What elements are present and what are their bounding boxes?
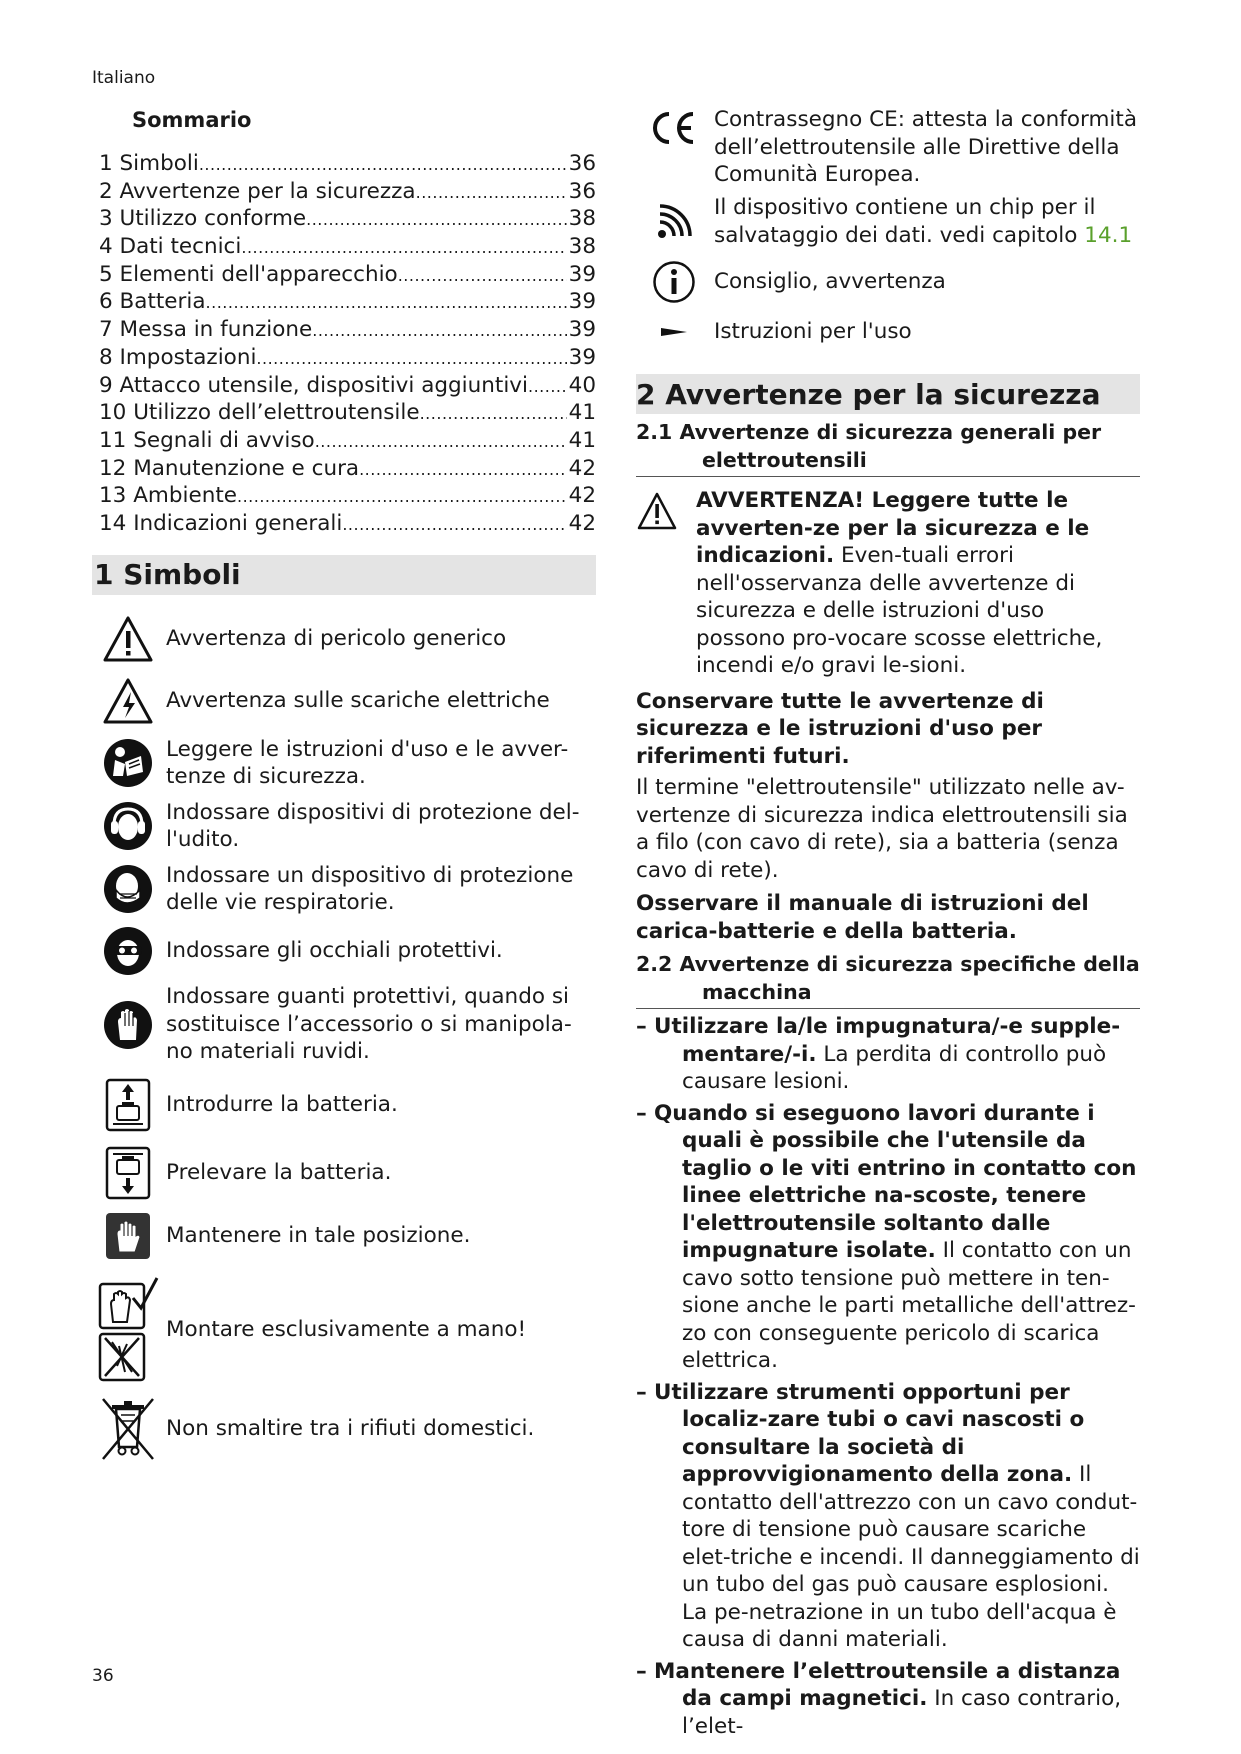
bullet-list [636,1013,1140,1740]
toc-entry-label: 13 Ambiente [99,483,237,509]
toc-leader-dots [342,511,566,539]
symbol-text: Contrassegno CE: attesta la conformità dell’elettroutensile alle Direttive della Comunità Europea. [714,107,1137,187]
symbol-row [92,1142,596,1205]
toc-entry-label: 2 Avvertenze per la sicurezza [99,178,416,204]
warning-triangle-icon [92,615,164,663]
bullet-item [636,1379,1140,1654]
toc-entry[interactable] [92,455,596,483]
toc-entry-page: 41 [568,427,596,453]
ce-symbol-row [636,106,1140,194]
toc-leader-dots [416,179,567,207]
instruction-arrow-icon [636,326,712,338]
read-manual-icon [92,738,164,788]
bullet-bold-text: Utilizzare strumenti opportuni per localiz-zare tubi o cavi nascosti o consultare la società di approvvigionamento della zona. [654,1379,1085,1487]
toc-leader-dots [420,400,567,428]
toc-entry-label: 10 Utilizzo dell’elettroutensile [99,400,420,426]
bullet-bold-text: Utilizzare la/le impugnatura/-e supple-mentare/-i. [654,1014,1121,1067]
symbol-row [92,921,596,982]
toc-entry-label: 12 Manutenzione e cura [99,455,360,481]
symbol-text: Indossare gli occhiali protettivi. [166,938,503,964]
toc-entry-label: 6 Batteria [99,289,206,315]
bullet-item [636,1658,1140,1741]
bullet-bold-text: Mantenere l’elettroutensile a distanza da campi magnetici. [654,1658,1121,1711]
bullet-dash: – [636,1379,647,1405]
bullet-text: Il contatto dell'attrezzo con un cavo condut-tore di tensione può causare scariche elet-triche e incendi. Il danneggiamento di un tubo del gas può causare esplosioni. La pe-netrazione in un tubo dell'acqua è causa di danni materiali. [682,1462,1140,1652]
hold-position-icon [92,1212,164,1260]
subsection-2-2-heading: 2.2 Avvertenze di sicurezza specifiche della macchina [636,952,1140,1004]
header-language: Italiano [92,68,156,88]
toc-entry-page: 39 [568,317,596,343]
toc-entry-page: 39 [568,261,596,287]
info-symbol-row [636,253,1140,310]
symbol-text: Avvertenza di pericolo generico [166,626,507,652]
toc-entry-page: 42 [568,510,596,536]
bullet-text: Il contatto con un cavo sotto tensione può mettere in ten-sione anche le parti metalliche dell'attrez-zo con conseguente pericolo di scarica elettrica. [682,1238,1136,1373]
ce-mark-icon [636,106,712,146]
toc-leader-dots [398,262,567,290]
info-icon [636,260,712,304]
symbol-row [92,1392,596,1466]
toc-leader-dots [312,317,566,345]
term-definition-text: Il termine "elettroutensile" utilizzato nelle av-vertenze di sicurezza indica elettroutensili sia a filo (con cavo di rete), sia a batteria (senza cavo di rete). [636,775,1128,883]
insert-battery-icon [92,1078,164,1132]
respiratory-protection-icon [92,864,164,914]
symbol-text: Prelevare la batteria. [166,1160,392,1186]
toc-entry[interactable] [92,205,596,233]
no-household-waste-icon [92,1397,164,1461]
toc-leader-dots [206,289,567,317]
warning-paragraph: AVVERTENZA! Leggere tutte le avverten-ze per la sicurezza e le indicazioni. Even-tuali errori nell'osservanza delle avvertenze di sicurezza e delle istruzioni d'uso possono pro-vocare scosse elettriche, incendi e/o gravi le-sioni. [696,488,1103,678]
chapter-link[interactable]: 14.1 [1084,222,1133,248]
bullet-dash: – [636,1658,647,1684]
bullet-text: La perdita di controllo può causare lesioni. [682,1041,1107,1094]
toc-entry-label: 7 Messa in funzione [99,317,313,343]
page-number: 36 [92,1666,114,1686]
toc-entry-label: 3 Utilizzo conforme [99,206,307,232]
toc-entry-label: 8 Impostazioni [99,344,257,370]
toc-entry-label: 14 Indicazioni generali [99,510,343,536]
symbol-text: Leggere le istruzioni d'uso e le avver-tenze di sicurezza. [166,736,569,790]
symbol-row [92,858,596,921]
symbol-text: Indossare dispositivi di protezione del-l'udito. [166,799,580,853]
toc-entry-label: 11 Segnali di avviso [99,427,315,453]
divider [636,1008,1140,1009]
toc-leader-dots [528,373,567,401]
toc-entry-page: 39 [568,289,596,315]
toc-entry[interactable] [92,178,596,206]
bullet-item [636,1013,1140,1096]
symbol-text: Consiglio, avvertenza [714,268,946,294]
symbol-text: Mantenere in tale posizione. [166,1223,471,1249]
instruction-symbol-row [636,310,1140,354]
toc-leader-dots [199,151,567,179]
symbol-text: Avvertenza sulle scariche elettriche [166,687,550,713]
toc-entry-page: 39 [568,344,596,370]
toc-entry[interactable] [92,510,596,538]
symbol-text: Il dispositivo contiene un chip per il salvataggio dei dati. vedi capitolo 14.1 [714,195,1133,248]
symbol-row [92,1068,596,1142]
ear-protection-icon [92,801,164,851]
charger-manual-text: Osservare il manuale di istruzioni del carica-batterie e della batteria. [636,891,1089,944]
subsection-2-1-heading: 2.1 Avvertenze di sicurezza generali per elettroutensili [636,420,1102,472]
toc-entry-label: 5 Elementi dell'apparecchio [99,261,398,287]
toc-entry[interactable] [92,288,596,316]
toc-entry[interactable] [92,344,596,372]
symbol-text: Introdurre la batteria. [166,1091,398,1117]
hand-mount-only-icon [92,1276,164,1384]
toc-entry-page: 42 [568,455,596,481]
symbol-row [92,732,596,795]
symbol-text: Montare esclusivamente a mano! [166,1316,527,1342]
remove-battery-icon [92,1146,164,1200]
right-column [636,106,1140,1740]
toc-leader-dots [315,428,567,456]
toc-leader-dots [306,206,567,234]
bullet-dash: – [636,1014,647,1039]
symbol-row [92,1268,596,1392]
symbol-row [92,609,596,670]
gloves-icon [92,1000,164,1050]
symbol-row [92,670,596,732]
toc-entry[interactable] [92,482,596,510]
toc-leader-dots [237,483,567,511]
section-2-heading: 2 Avvertenze per la sicurezza [636,374,1140,414]
toc-entry[interactable] [92,399,596,427]
toc-entry-page: 42 [568,483,596,509]
toc-entry-label: 9 Attacco utensile, dispositivi aggiuntivi [99,372,528,398]
section-1-heading: 1 Simboli [92,555,596,595]
symbol-row [92,982,596,1068]
warning-triangle-icon [636,491,678,535]
toc-leader-dots [256,345,566,373]
toc-entry-page: 41 [568,400,596,426]
toc-entry-label: 1 Simboli [99,151,199,176]
bullet-text: In caso contrario, l’elet- [682,1686,1122,1739]
electric-warning-icon [92,677,164,725]
toc-entry[interactable] [92,261,596,289]
toc-entry[interactable] [92,427,596,455]
toc-leader-dots [359,456,567,484]
toc-entry[interactable] [92,372,596,400]
left-column [92,106,596,1466]
divider [636,476,1140,477]
bullet-dash: – [636,1100,647,1126]
toc-leader-dots [241,234,566,262]
symbol-list [92,609,596,1466]
toc-entry[interactable] [92,150,596,178]
toc-entry-page: 38 [568,206,596,232]
toc-title: Sommario [132,108,252,132]
symbol-text: Indossare un dispositivo di protezione delle vie respiratorie. [166,862,574,916]
toc-entry[interactable] [92,316,596,344]
symbol-text: Non smaltire tra i rifiuti domestici. [166,1415,535,1441]
bullet-item [636,1100,1140,1375]
symbol-text: Indossare guanti protettivi, quando si sostituisce l’accessorio o si manipola-no materiali ruvidi. [166,984,572,1065]
toc-entry-page: 36 [568,151,596,176]
chip-signal-icon [636,194,712,242]
toc-list [92,150,596,538]
warning-block [636,487,1140,680]
eye-protection-icon [92,926,164,976]
toc-entry-page: 36 [568,178,596,204]
symbol-row [92,795,596,858]
keep-instructions-text: Conservare tutte le avvertenze di sicurezza e le istruzioni d'uso per riferimenti futuri. [636,688,1044,769]
toc-entry-page: 38 [568,234,596,260]
chip-symbol-row [636,194,1140,253]
bullet-bold-text: Quando si eseguono lavori durante i quali è possibile che l'utensile da taglio o le viti entrino in contatto con linee elettriche na-scoste, tenere l'elettroutensile soltanto dalle impugnature isolate. [654,1100,1137,1263]
toc-entry-page: 40 [568,372,596,398]
symbol-text: Istruzioni per l'uso [714,319,912,345]
toc-entry-label: 4 Dati tecnici [99,234,242,260]
toc-entry[interactable] [92,233,596,261]
symbol-row [92,1205,596,1268]
